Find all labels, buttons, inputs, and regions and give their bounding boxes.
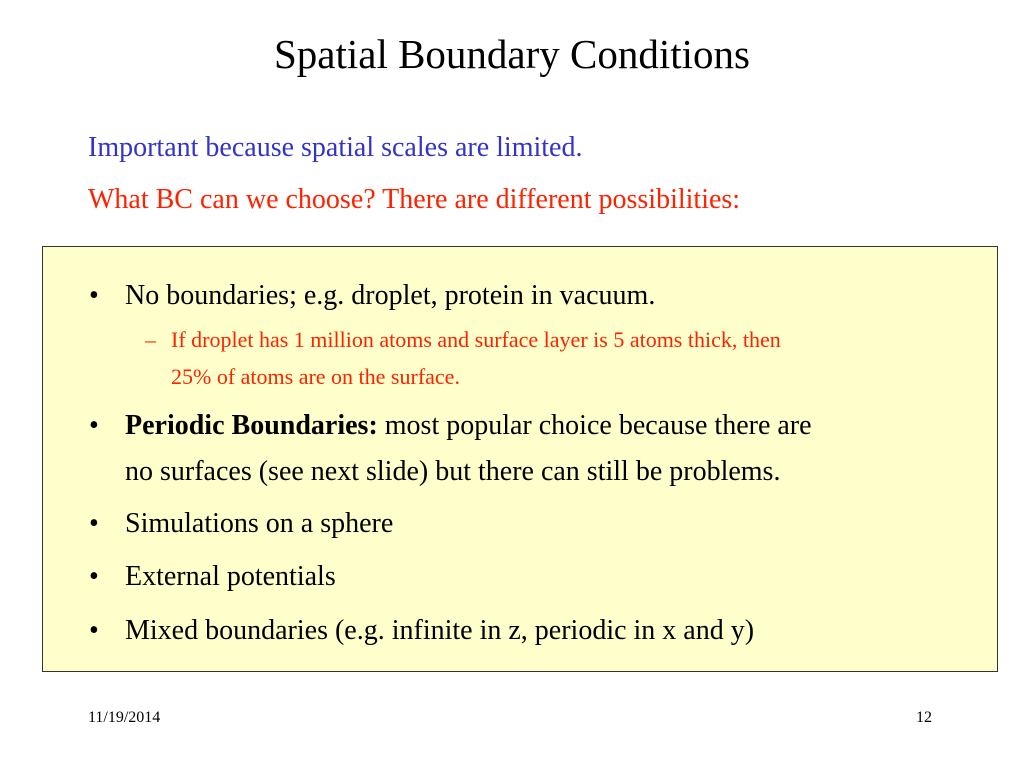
slide-title: Spatial Boundary Conditions	[273, 31, 751, 77]
bullet-periodic-boundaries-heading: Periodic Boundaries:	[125, 410, 378, 441]
footer-date: 11/19/2014	[88, 709, 161, 726]
bullet-box	[42, 246, 998, 672]
bullet-simulations-sphere: Simulations on a sphere	[125, 508, 394, 539]
sub-bullet-droplet-line2: 25% of atoms are on the surface.	[171, 364, 460, 389]
bullet-external-potentials: External potentials	[125, 561, 336, 592]
sub-bullet-marker: –	[145, 327, 156, 352]
bullet-periodic-boundaries-line2: no surfaces (see next slide) but there can still be problems.	[125, 456, 781, 487]
bullet-marker: •	[89, 410, 99, 441]
bullet-mixed-boundaries: Mixed boundaries (e.g. infinite in z, periodic in x and y)	[125, 615, 755, 646]
bullet-marker: •	[89, 508, 99, 539]
footer-page-number: 12	[916, 709, 932, 726]
intro-line-question: What BC can we choose? There are different possibilities:	[88, 184, 741, 215]
bullet-periodic-boundaries-line1	[125, 403, 812, 449]
bullet-marker: •	[89, 280, 99, 311]
bullet-no-boundaries: No boundaries; e.g. droplet, protein in vacuum.	[125, 280, 656, 311]
bullet-marker: •	[89, 561, 99, 592]
sub-bullet-droplet-line1: If droplet has 1 million atoms and surface layer is 5 atoms thick, then	[171, 327, 781, 352]
bullet-periodic-boundaries-rest: most popular choice because there are	[377, 410, 812, 441]
intro-line-important: Important because spatial scales are limited.	[88, 132, 583, 163]
bullet-marker: •	[89, 615, 99, 646]
